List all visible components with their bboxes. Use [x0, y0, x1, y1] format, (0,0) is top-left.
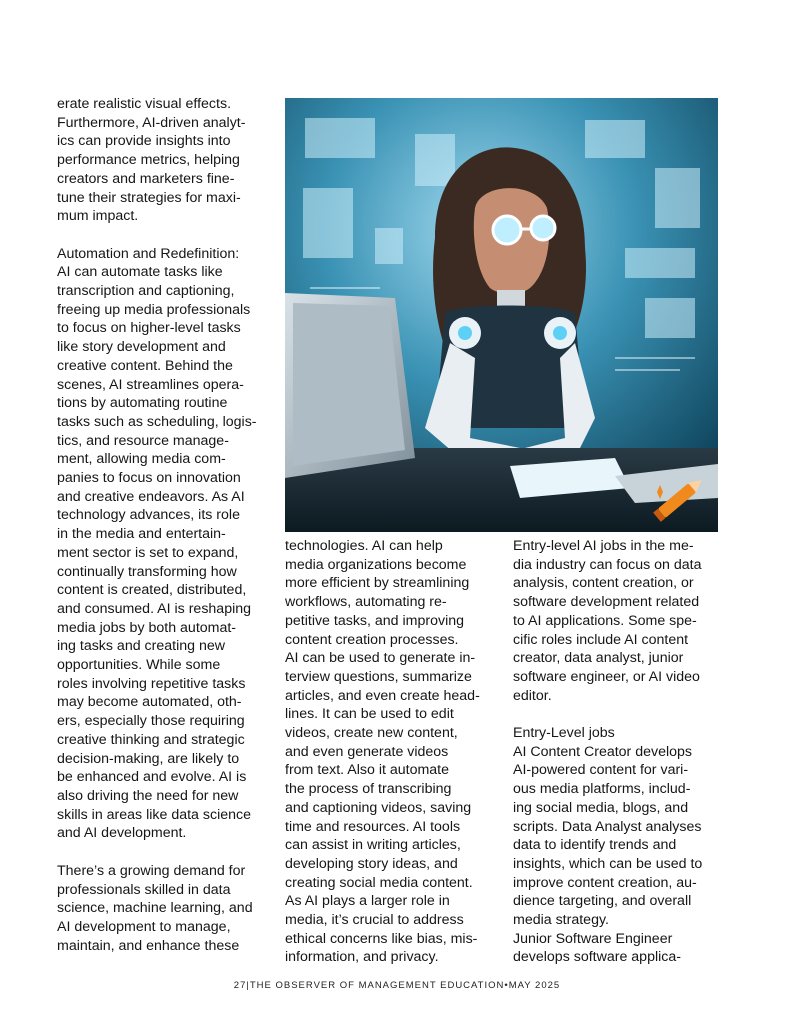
paragraph: Entry-Level jobs AI Content Creator develops AI-powered content for vari- ous media platforms, includ- ing social media, blogs, and scripts. Data Analyst analyses data to identify trends and insights, which can be used to improve content creation, au- dience targeting, and overall media strategy. Junior Software Engineer develops software applica-	[513, 725, 703, 966]
page-number: 27	[233, 980, 247, 991]
page-footer	[0, 980, 794, 991]
issue-date: MAY 2025	[508, 980, 561, 991]
text-column-2	[285, 537, 497, 967]
paragraph: erate realistic visual effects. Furthermore, AI-driven analyt- ics can provide insights into performance metrics, helping creators and marketers fine- tune their strategies for maxi- mum impact.	[57, 96, 246, 225]
paragraph: There’s a growing demand for professionals skilled in data science, machine learning, and AI development to manage, maintain, and enhance these	[57, 862, 253, 954]
paragraph: technologies. AI can help media organizations become more efficient by streamlining workflows, automating re- petitive tasks, and improving content creation processes. AI can be used to generate in- terview questions, summarize articles, and even create head- lines. It can be used to edit videos, create new content, and even generate videos from text. Also it automate the process of transcribing and captioning videos, saving time and resources. AI tools can assist in writing articles, developing story ideas, and creating social media content. As AI plays a larger role in media, it’s crucial to address ethical concerns like bias, mis- information, and privacy.	[285, 538, 480, 966]
publication-name: THE OBSERVER OF MANAGEMENT EDUCATION	[249, 980, 505, 991]
paragraph: Entry-level AI jobs in the me- dia industry can focus on data analysis, content creation, or software development related to AI applications. Some spe- cific roles include AI content creator, data analyst, junior software engineer, or AI video editor.	[513, 538, 702, 704]
text-column-3	[513, 537, 725, 967]
text-column-1	[57, 95, 269, 955]
footer-dot: •	[504, 980, 509, 991]
footer-separator: |	[246, 980, 250, 991]
paragraph: Automation and Redefinition: AI can automate tasks like transcription and captioning, freeing up media professionals to focus on higher-level tasks like story development and creative content. Behind the scenes, AI streamlines opera- tions by automating routine tasks such as scheduling, logis- tics, and resource manage- ment, allowing media com- panies to focus on innovation and creative endeavors. As AI technology advances, its role in the media and entertain- ment sector is set to expand, continually transforming how content is created, distributed, and consumed. AI is reshaping media jobs by both automat- ing tasks and creating new opportunities. While some roles involving repetitive tasks may become automated, oth- ers, especially those requiring creative thinking and strategic decision-making, are likely to be enhanced and evolve. AI is also driving the need for new skills in areas like data science and AI development.	[57, 245, 257, 842]
ai-robot-illustration	[285, 98, 718, 532]
